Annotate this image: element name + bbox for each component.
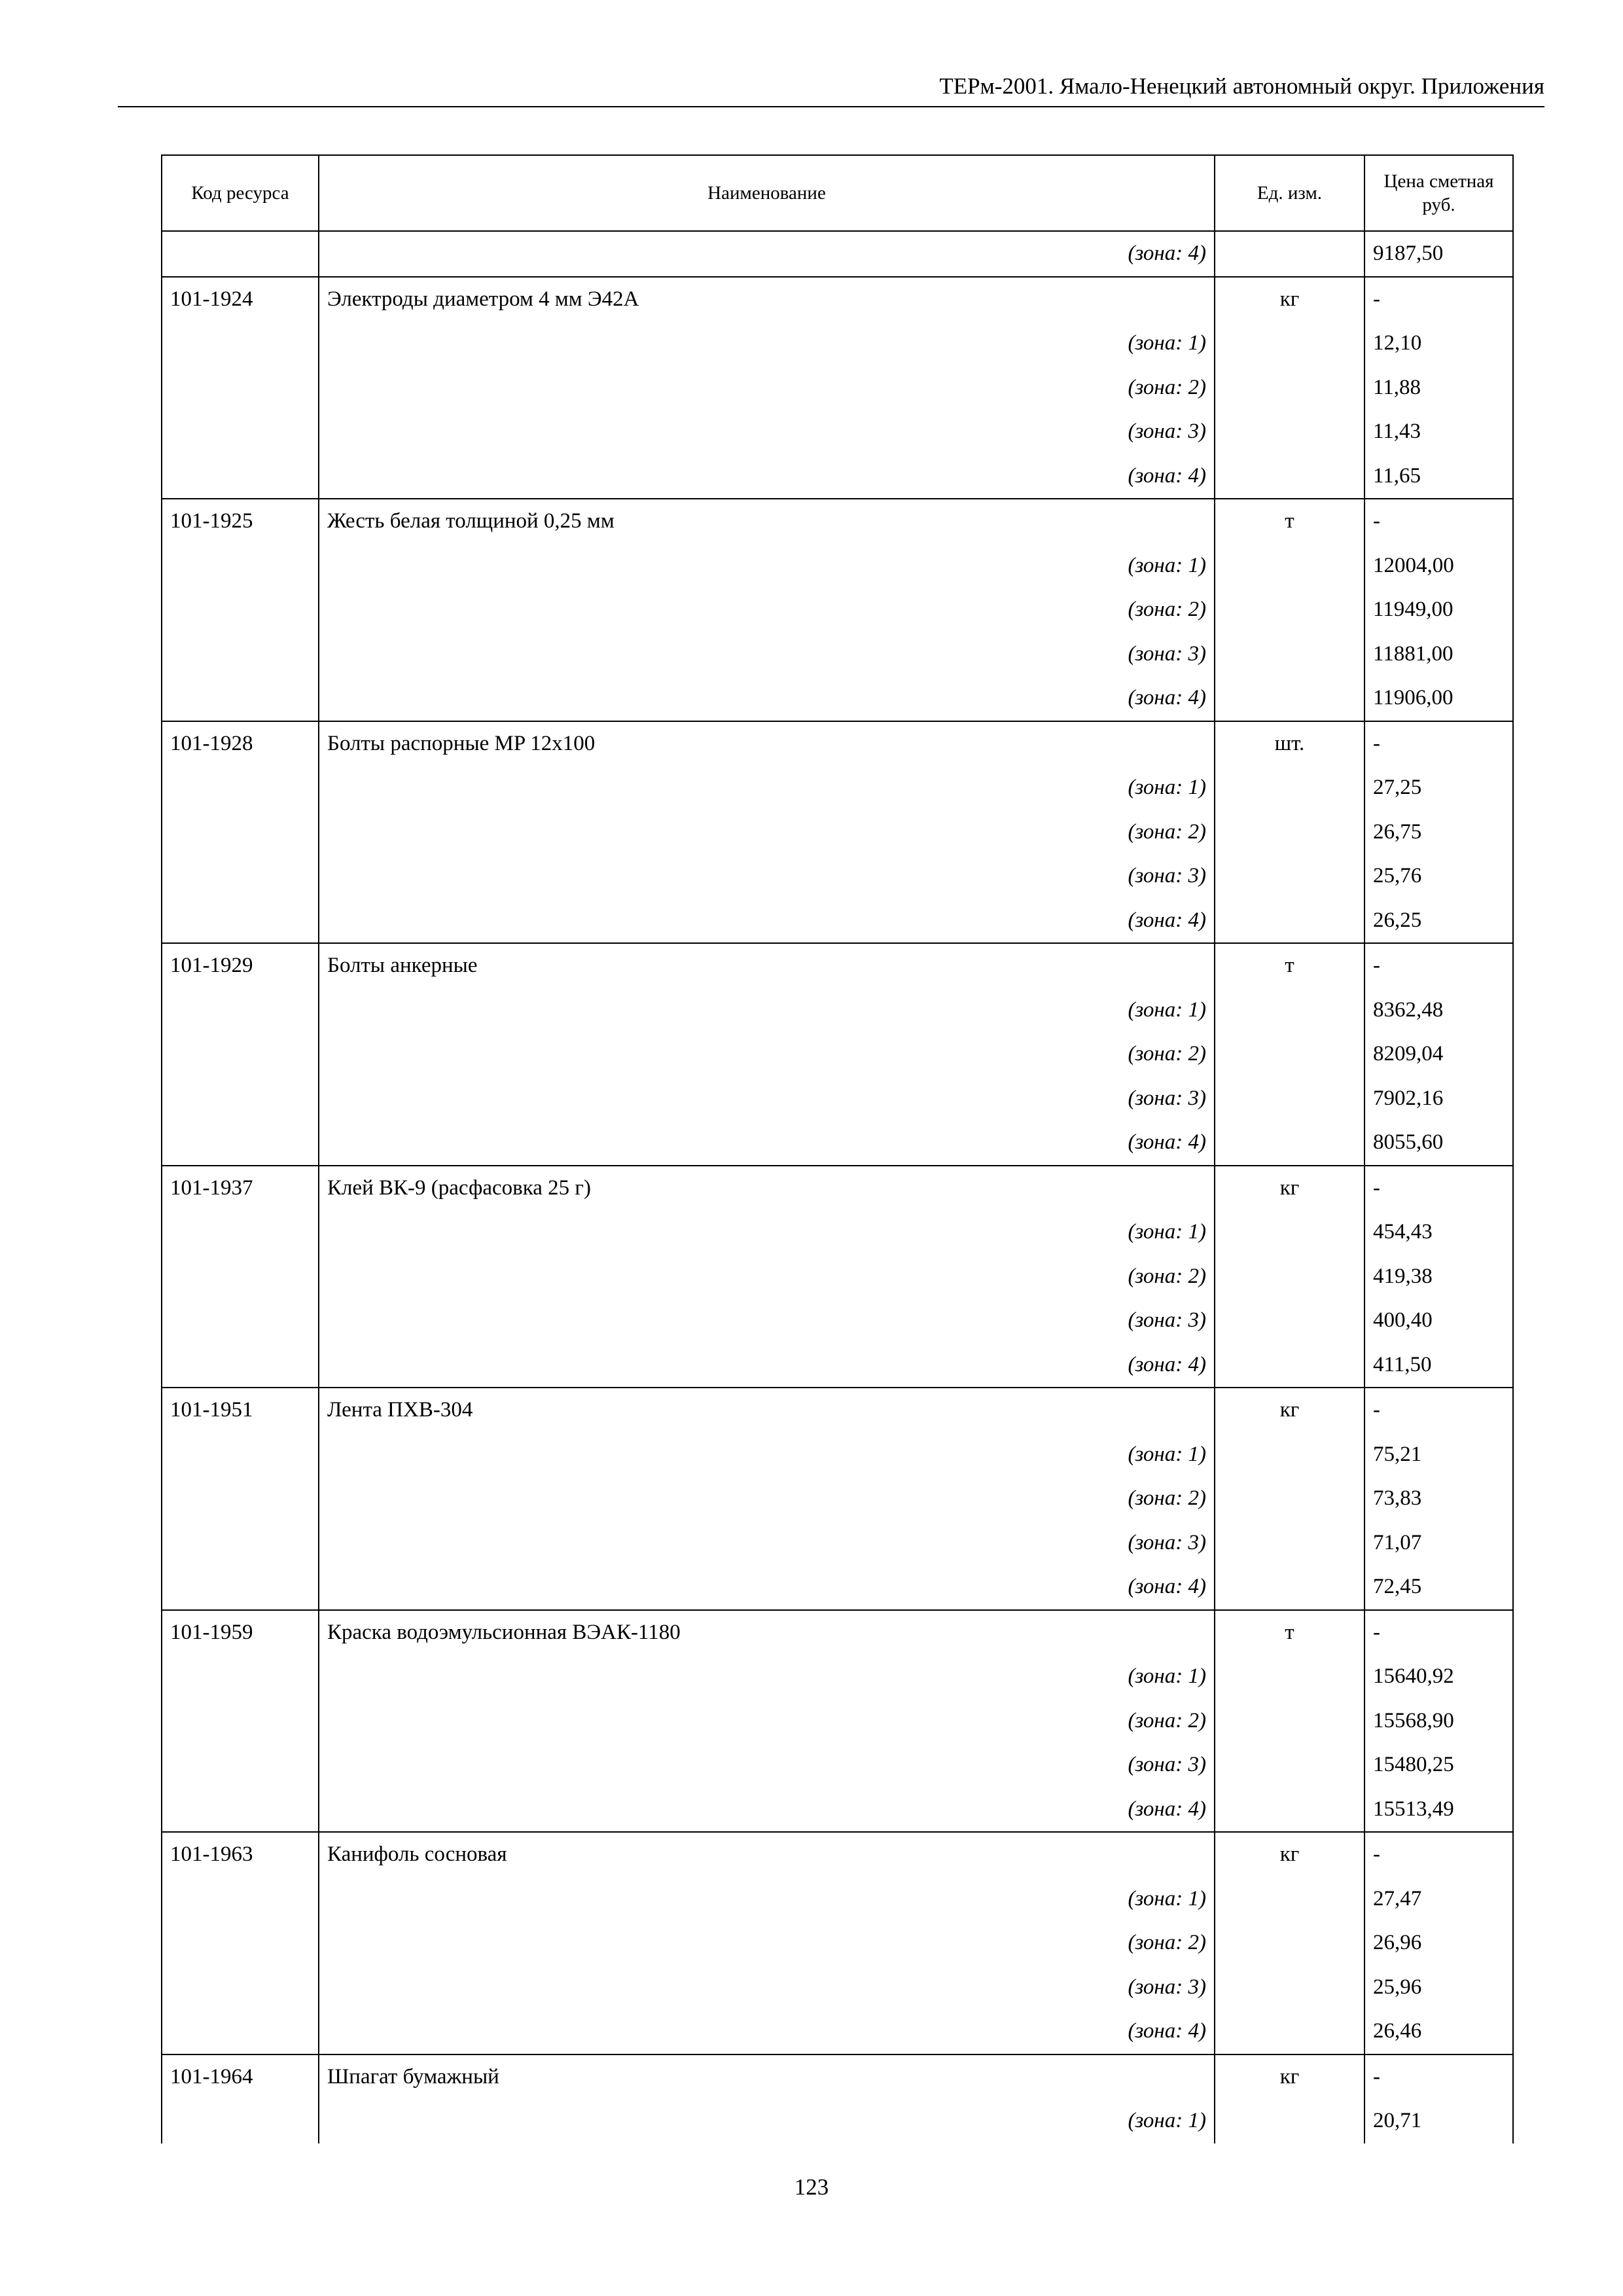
cell-unit bbox=[1215, 1699, 1364, 1744]
cell-unit: кг bbox=[1215, 2054, 1364, 2100]
cell-zone: (зона: 3) bbox=[319, 854, 1215, 899]
cell-code bbox=[162, 1965, 319, 2010]
cell-price: 15513,49 bbox=[1364, 1787, 1513, 1833]
cell-unit bbox=[1215, 632, 1364, 677]
cell-price: 400,40 bbox=[1364, 1299, 1513, 1343]
table-row bbox=[162, 544, 1513, 588]
cell-price: 11881,00 bbox=[1364, 632, 1513, 677]
cell-price: 15480,25 bbox=[1364, 1743, 1513, 1787]
cell-name: Шпагат бумажный bbox=[319, 2054, 1215, 2100]
cell-zone: (зона: 1) bbox=[319, 2099, 1215, 2144]
cell-price: 11949,00 bbox=[1364, 588, 1513, 632]
page-header bbox=[118, 73, 1544, 107]
cell-unit bbox=[1215, 1655, 1364, 1699]
cell-code: 101-1959 bbox=[162, 1610, 319, 1655]
table-row bbox=[162, 1077, 1513, 1121]
cell-code bbox=[162, 1565, 319, 1610]
cell-unit bbox=[1215, 1787, 1364, 1833]
cell-code bbox=[162, 1210, 319, 1255]
cell-zone: (зона: 1) bbox=[319, 1877, 1215, 1922]
cell-zone: (зона: 4) bbox=[319, 1565, 1215, 1610]
cell-unit bbox=[1215, 1743, 1364, 1787]
cell-zone: (зона: 1) bbox=[319, 1433, 1215, 1477]
cell-unit: кг bbox=[1215, 277, 1364, 322]
table-row bbox=[162, 1433, 1513, 1477]
column-header-price: Цена сметная руб. bbox=[1364, 155, 1513, 231]
cell-unit bbox=[1215, 1965, 1364, 2010]
cell-price: 454,43 bbox=[1364, 1210, 1513, 1255]
cell-zone: (зона: 2) bbox=[319, 1921, 1215, 1965]
cell-price: 11,88 bbox=[1364, 366, 1513, 410]
table-row bbox=[162, 899, 1513, 944]
cell-code bbox=[162, 588, 319, 632]
cell-zone: (зона: 3) bbox=[319, 1299, 1215, 1343]
cell-price: - bbox=[1364, 721, 1513, 766]
cell-name: Краска водоэмульсионная ВЭАК-1180 bbox=[319, 1610, 1215, 1655]
cell-price: - bbox=[1364, 277, 1513, 322]
cell-code bbox=[162, 988, 319, 1033]
table-row bbox=[162, 1965, 1513, 2010]
cell-zone: (зона: 4) bbox=[319, 676, 1215, 721]
cell-unit bbox=[1215, 1255, 1364, 1299]
cell-unit bbox=[1215, 1877, 1364, 1922]
cell-zone: (зона: 3) bbox=[319, 1521, 1215, 1566]
cell-name: Канифоль сосновая bbox=[319, 1832, 1215, 1877]
cell-code bbox=[162, 2099, 319, 2144]
cell-name: Болты анкерные bbox=[319, 943, 1215, 988]
cell-code bbox=[162, 1521, 319, 1566]
column-header-code: Код ресурса bbox=[162, 155, 319, 231]
cell-code bbox=[162, 1655, 319, 1699]
cell-code bbox=[162, 899, 319, 944]
cell-price: 12004,00 bbox=[1364, 544, 1513, 588]
cell-unit bbox=[1215, 588, 1364, 632]
cell-unit: кг bbox=[1215, 1166, 1364, 1211]
cell-zone: (зона: 2) bbox=[319, 1032, 1215, 1077]
header-title: ТЕРм-2001. Ямало-Ненецкий автономный округ. Приложения bbox=[939, 73, 1544, 99]
cell-zone: (зона: 4) bbox=[319, 454, 1215, 499]
table-row bbox=[162, 676, 1513, 721]
cell-unit bbox=[1215, 544, 1364, 588]
cell-price: 26,75 bbox=[1364, 810, 1513, 855]
cell-price: 25,76 bbox=[1364, 854, 1513, 899]
cell-code bbox=[162, 321, 319, 366]
cell-code bbox=[162, 1299, 319, 1343]
cell-code bbox=[162, 854, 319, 899]
cell-code: 101-1964 bbox=[162, 2054, 319, 2100]
table-row bbox=[162, 231, 1513, 277]
cell-unit bbox=[1215, 1077, 1364, 1121]
cell-price: 27,47 bbox=[1364, 1877, 1513, 1922]
table-row bbox=[162, 1299, 1513, 1343]
cell-zone: (зона: 3) bbox=[319, 1077, 1215, 1121]
cell-name: Клей ВК-9 (расфасовка 25 г) bbox=[319, 1166, 1215, 1211]
cell-zone: (зона: 2) bbox=[319, 588, 1215, 632]
table-body bbox=[162, 231, 1513, 2144]
cell-price: 26,25 bbox=[1364, 899, 1513, 944]
cell-price: 419,38 bbox=[1364, 1255, 1513, 1299]
cell-code: 101-1924 bbox=[162, 277, 319, 322]
cell-code bbox=[162, 544, 319, 588]
table-row bbox=[162, 2099, 1513, 2144]
table-row bbox=[162, 1210, 1513, 1255]
cell-unit bbox=[1215, 1477, 1364, 1521]
table-row bbox=[162, 2009, 1513, 2054]
table-row bbox=[162, 1166, 1513, 1211]
cell-unit bbox=[1215, 899, 1364, 944]
table-row bbox=[162, 321, 1513, 366]
cell-code bbox=[162, 810, 319, 855]
cell-unit bbox=[1215, 1433, 1364, 1477]
cell-code bbox=[162, 231, 319, 277]
cell-unit bbox=[1215, 1210, 1364, 1255]
cell-unit bbox=[1215, 676, 1364, 721]
cell-unit bbox=[1215, 1521, 1364, 1566]
cell-unit bbox=[1215, 1032, 1364, 1077]
table-row bbox=[162, 1255, 1513, 1299]
cell-zone: (зона: 3) bbox=[319, 410, 1215, 454]
cell-name: Болты распорные MP 12x100 bbox=[319, 721, 1215, 766]
cell-code bbox=[162, 632, 319, 677]
cell-unit bbox=[1215, 1921, 1364, 1965]
cell-price: 72,45 bbox=[1364, 1565, 1513, 1610]
cell-code: 101-1937 bbox=[162, 1166, 319, 1211]
table-header-row bbox=[162, 155, 1513, 231]
cell-code bbox=[162, 366, 319, 410]
cell-unit: кг bbox=[1215, 1832, 1364, 1877]
cell-code bbox=[162, 766, 319, 810]
cell-price: - bbox=[1364, 1832, 1513, 1877]
cell-code: 101-1963 bbox=[162, 1832, 319, 1877]
cell-code bbox=[162, 454, 319, 499]
cell-zone: (зона: 2) bbox=[319, 1477, 1215, 1521]
cell-code: 101-1951 bbox=[162, 1388, 319, 1433]
cell-zone: (зона: 1) bbox=[319, 321, 1215, 366]
cell-unit bbox=[1215, 810, 1364, 855]
cell-price: 73,83 bbox=[1364, 1477, 1513, 1521]
cell-code: 101-1929 bbox=[162, 943, 319, 988]
table-row bbox=[162, 410, 1513, 454]
table-row bbox=[162, 366, 1513, 410]
cell-code bbox=[162, 1743, 319, 1787]
table-row bbox=[162, 1121, 1513, 1166]
table-row bbox=[162, 499, 1513, 544]
cell-zone: (зона: 1) bbox=[319, 988, 1215, 1033]
cell-price: 8362,48 bbox=[1364, 988, 1513, 1033]
cell-unit: кг bbox=[1215, 1388, 1364, 1433]
cell-code bbox=[162, 1121, 319, 1166]
cell-unit bbox=[1215, 410, 1364, 454]
cell-unit bbox=[1215, 854, 1364, 899]
cell-price: - bbox=[1364, 1388, 1513, 1433]
cell-zone: (зона: 1) bbox=[319, 766, 1215, 810]
cell-name: Электроды диаметром 4 мм Э42А bbox=[319, 277, 1215, 322]
cell-unit: т bbox=[1215, 499, 1364, 544]
cell-unit bbox=[1215, 366, 1364, 410]
cell-unit bbox=[1215, 1343, 1364, 1388]
table-row bbox=[162, 1343, 1513, 1388]
cell-zone: (зона: 2) bbox=[319, 366, 1215, 410]
cell-name: Жесть белая толщиной 0,25 мм bbox=[319, 499, 1215, 544]
cell-price: 11,43 bbox=[1364, 410, 1513, 454]
table-row bbox=[162, 1032, 1513, 1077]
cell-price: 8209,04 bbox=[1364, 1032, 1513, 1077]
cell-unit bbox=[1215, 1299, 1364, 1343]
cell-unit bbox=[1215, 2099, 1364, 2144]
cell-price: 27,25 bbox=[1364, 766, 1513, 810]
cell-zone: (зона: 4) bbox=[319, 1787, 1215, 1833]
table-row bbox=[162, 854, 1513, 899]
cell-code bbox=[162, 1343, 319, 1388]
cell-price: 11906,00 bbox=[1364, 676, 1513, 721]
table-row bbox=[162, 721, 1513, 766]
cell-code bbox=[162, 1787, 319, 1833]
cell-zone: (зона: 2) bbox=[319, 1255, 1215, 1299]
cell-zone: (зона: 4) bbox=[319, 1343, 1215, 1388]
table-row bbox=[162, 943, 1513, 988]
cell-code: 101-1928 bbox=[162, 721, 319, 766]
table-row bbox=[162, 1565, 1513, 1610]
column-header-unit: Ед. изм. bbox=[1215, 155, 1364, 231]
table-row bbox=[162, 1477, 1513, 1521]
cell-price: 75,21 bbox=[1364, 1433, 1513, 1477]
cell-code bbox=[162, 1921, 319, 1965]
cell-zone: (зона: 1) bbox=[319, 544, 1215, 588]
cell-zone: (зона: 3) bbox=[319, 1743, 1215, 1787]
table-row bbox=[162, 1388, 1513, 1433]
cell-code bbox=[162, 1877, 319, 1922]
cell-zone: (зона: 1) bbox=[319, 1655, 1215, 1699]
cell-price: 26,46 bbox=[1364, 2009, 1513, 2054]
cell-price: 25,96 bbox=[1364, 1965, 1513, 2010]
cell-unit: т bbox=[1215, 943, 1364, 988]
cell-price: - bbox=[1364, 499, 1513, 544]
cell-price: 9187,50 bbox=[1364, 231, 1513, 277]
table-row bbox=[162, 588, 1513, 632]
cell-code bbox=[162, 410, 319, 454]
cell-price: - bbox=[1364, 943, 1513, 988]
cell-code bbox=[162, 1032, 319, 1077]
cell-unit bbox=[1215, 454, 1364, 499]
table-row bbox=[162, 766, 1513, 810]
table-row bbox=[162, 988, 1513, 1033]
table-row bbox=[162, 1521, 1513, 1566]
table-row bbox=[162, 1655, 1513, 1699]
cell-code bbox=[162, 1699, 319, 1744]
cell-zone: (зона: 3) bbox=[319, 1965, 1215, 2010]
cell-zone: (зона: 4) bbox=[319, 2009, 1215, 2054]
resource-price-table bbox=[161, 154, 1514, 2144]
table-row bbox=[162, 277, 1513, 322]
table-row bbox=[162, 2054, 1513, 2100]
column-header-name: Наименование bbox=[319, 155, 1215, 231]
cell-unit bbox=[1215, 766, 1364, 810]
cell-price: 7902,16 bbox=[1364, 1077, 1513, 1121]
cell-code bbox=[162, 1255, 319, 1299]
cell-price: 12,10 bbox=[1364, 321, 1513, 366]
cell-unit bbox=[1215, 2009, 1364, 2054]
cell-price: 8055,60 bbox=[1364, 1121, 1513, 1166]
cell-code bbox=[162, 1477, 319, 1521]
table-row bbox=[162, 1610, 1513, 1655]
table-row bbox=[162, 454, 1513, 499]
cell-unit bbox=[1215, 321, 1364, 366]
cell-price: 15568,90 bbox=[1364, 1699, 1513, 1744]
cell-unit: т bbox=[1215, 1610, 1364, 1655]
cell-zone: (зона: 2) bbox=[319, 1699, 1215, 1744]
cell-price: 15640,92 bbox=[1364, 1655, 1513, 1699]
cell-unit: шт. bbox=[1215, 721, 1364, 766]
table-row bbox=[162, 1832, 1513, 1877]
cell-zone: (зона: 4) bbox=[319, 1121, 1215, 1166]
cell-code bbox=[162, 676, 319, 721]
cell-zone: (зона: 4) bbox=[319, 231, 1215, 277]
cell-unit bbox=[1215, 1565, 1364, 1610]
table-row bbox=[162, 810, 1513, 855]
page-number: 123 bbox=[794, 2174, 829, 2200]
cell-price: 11,65 bbox=[1364, 454, 1513, 499]
table-row bbox=[162, 1921, 1513, 1965]
cell-zone: (зона: 4) bbox=[319, 899, 1215, 944]
cell-zone: (зона: 1) bbox=[319, 1210, 1215, 1255]
table-row bbox=[162, 1877, 1513, 1922]
cell-unit bbox=[1215, 988, 1364, 1033]
cell-price: - bbox=[1364, 2054, 1513, 2100]
cell-price: 20,71 bbox=[1364, 2099, 1513, 2144]
cell-code bbox=[162, 1077, 319, 1121]
table-row bbox=[162, 1787, 1513, 1833]
table-row bbox=[162, 1699, 1513, 1744]
cell-price: - bbox=[1364, 1166, 1513, 1211]
cell-price: 26,96 bbox=[1364, 1921, 1513, 1965]
table-row bbox=[162, 1743, 1513, 1787]
cell-zone: (зона: 2) bbox=[319, 810, 1215, 855]
cell-unit bbox=[1215, 231, 1364, 277]
cell-unit bbox=[1215, 1121, 1364, 1166]
cell-zone: (зона: 3) bbox=[319, 632, 1215, 677]
cell-code bbox=[162, 1433, 319, 1477]
cell-code: 101-1925 bbox=[162, 499, 319, 544]
cell-code bbox=[162, 2009, 319, 2054]
table-row bbox=[162, 632, 1513, 677]
cell-price: - bbox=[1364, 1610, 1513, 1655]
cell-price: 71,07 bbox=[1364, 1521, 1513, 1566]
cell-name: Лента ПХВ-304 bbox=[319, 1388, 1215, 1433]
cell-price: 411,50 bbox=[1364, 1343, 1513, 1388]
